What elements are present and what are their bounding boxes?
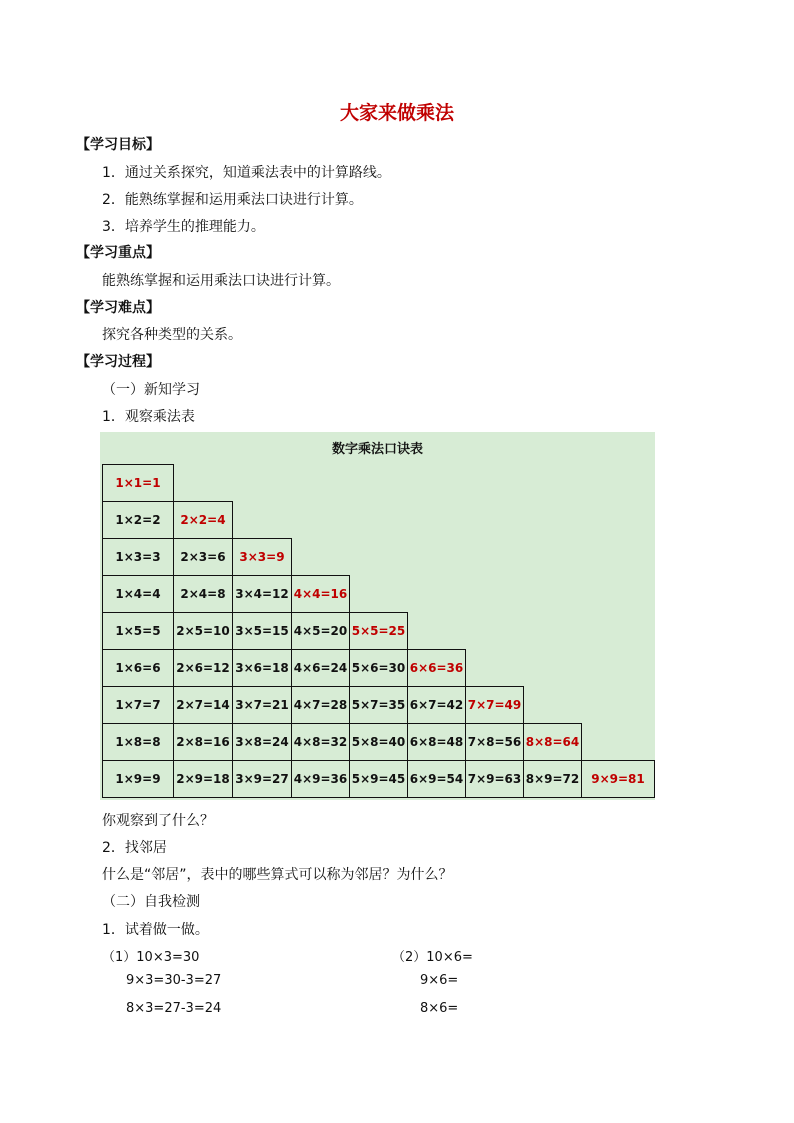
table-cell: 5×9=45 (349, 760, 408, 798)
page-title: 大家来做乘法 (339, 102, 454, 124)
table-cell: 1×4=4 (102, 575, 174, 613)
focus-heading: 【学习重点】 (76, 245, 160, 261)
goals-heading: 【学习目标】 (76, 137, 160, 153)
process-heading: 【学习过程】 (76, 354, 160, 370)
part2-heading: （二）自我检测 (102, 894, 200, 910)
table-cell-square: 4×4=16 (291, 575, 350, 613)
table-cell: 1×8=8 (102, 723, 174, 761)
table-cell: 3×5=15 (232, 612, 292, 650)
table-cell-square: 2×2=4 (173, 501, 233, 539)
table-cell: 2×6=12 (173, 649, 233, 687)
table-cell-square: 6×6=36 (407, 649, 466, 687)
observe-question: 你观察到了什么？ (102, 813, 214, 829)
table-cell: 6×7=42 (407, 686, 466, 724)
table-cell: 3×9=27 (232, 760, 292, 798)
table-cell: 1×2=2 (102, 501, 174, 539)
table-cell: 3×7=21 (232, 686, 292, 724)
table-cell: 4×9=36 (291, 760, 350, 798)
part1-heading: （一）新知学习 (102, 382, 200, 398)
table-cell: 2×5=10 (173, 612, 233, 650)
table-cell: 1×6=6 (102, 649, 174, 687)
difficulty-text: 探究各种类型的关系。 (102, 327, 242, 343)
table-cell-square: 7×7=49 (465, 686, 524, 724)
difficulty-heading: 【学习难点】 (76, 300, 160, 316)
table-cell-square: 3×3=9 (232, 538, 292, 576)
focus-text: 能熟练掌握和运用乘法口诀进行计算。 (102, 273, 340, 289)
table-cell: 2×8=16 (173, 723, 233, 761)
exercise-1-line: （1）10×3=30 (102, 950, 200, 965)
table-cell: 8×9=72 (523, 760, 582, 798)
table-cell: 7×8=56 (465, 723, 524, 761)
table-cell: 5×6=30 (349, 649, 408, 687)
table-cell: 1×7=7 (102, 686, 174, 724)
goal-item: 3．培养学生的推理能力。 (102, 219, 265, 235)
table-cell: 2×9=18 (173, 760, 233, 798)
goal-item: 1．通过关系探究，知道乘法表中的计算路线。 (102, 165, 391, 181)
table-cell: 4×8=32 (291, 723, 350, 761)
table-cell: 1×3=3 (102, 538, 174, 576)
table-cell: 2×3=6 (173, 538, 233, 576)
table-cell: 5×7=35 (349, 686, 408, 724)
table-cell-square: 8×8=64 (523, 723, 582, 761)
table-cell: 6×9=54 (407, 760, 466, 798)
table-title: 数字乘法口诀表 (331, 442, 423, 457)
table-cell: 1×5=5 (102, 612, 174, 650)
table-cell: 4×7=28 (291, 686, 350, 724)
step2-heading: 2．找邻居 (102, 840, 167, 856)
table-cell-square: 1×1=1 (102, 464, 174, 502)
table-cell-square: 9×9=81 (581, 760, 655, 798)
exercise-heading: 1．试着做一做。 (102, 922, 209, 938)
neighbor-question: 什么是“邻居”，表中的哪些算式可以称为邻居？为什么？ (102, 867, 453, 883)
table-cell: 3×8=24 (232, 723, 292, 761)
exercise-1-line: 9×3=30-3=27 (126, 973, 222, 988)
table-cell: 4×6=24 (291, 649, 350, 687)
multiplication-table-panel (100, 432, 655, 800)
table-cell: 3×6=18 (232, 649, 292, 687)
table-cell: 2×7=14 (173, 686, 233, 724)
table-cell: 7×9=63 (465, 760, 524, 798)
goal-item: 2．能熟练掌握和运用乘法口诀进行计算。 (102, 192, 363, 208)
exercise-2-line: 9×6= (420, 973, 459, 988)
table-cell: 1×9=9 (102, 760, 174, 798)
exercise-2-line: 8×6= (420, 1001, 459, 1016)
exercise-1-line: 8×3=27-3=24 (126, 1001, 222, 1016)
table-cell-square: 5×5=25 (349, 612, 408, 650)
table-cell: 4×5=20 (291, 612, 350, 650)
table-cell: 6×8=48 (407, 723, 466, 761)
step1-heading: 1．观察乘法表 (102, 409, 195, 425)
table-cell: 5×8=40 (349, 723, 408, 761)
table-cell: 3×4=12 (232, 575, 292, 613)
exercise-2-line: （2）10×6= (392, 950, 473, 965)
table-cell: 2×4=8 (173, 575, 233, 613)
